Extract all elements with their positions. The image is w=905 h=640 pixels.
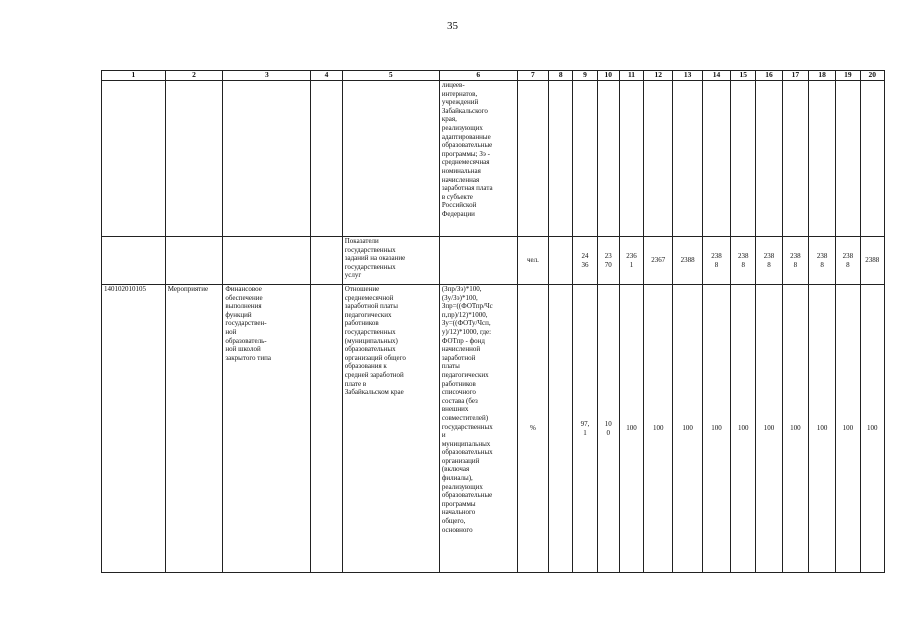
table-row-indicator: [102, 237, 885, 285]
header-cell: 14: [702, 71, 730, 81]
value-cell: 100: [619, 285, 643, 573]
value-cell: 100: [782, 285, 808, 573]
header-cell: 10: [597, 71, 619, 81]
header-cell: 16: [756, 71, 782, 81]
header-cell: 18: [808, 71, 835, 81]
type-cell: Мероприятие: [165, 285, 223, 573]
value-cell: 100: [673, 285, 702, 573]
header-cell: 13: [673, 71, 702, 81]
value-cell: 100: [808, 285, 835, 573]
header-cell: 4: [311, 71, 342, 81]
header-cell: 6: [439, 71, 517, 81]
value-cell: 2388: [860, 237, 884, 285]
page-number: 35: [447, 20, 458, 32]
formula-cell: лицеев- интернатов, учреждений Забайкальского края, реализующих адаптированные образовательные программы; Зэ - среднемесячная номинальная начисленная заработная плата в субъекте Российской Федерации: [439, 81, 517, 237]
formula-cell: (Зпр/Зэ)*100, (Зу/Зэ)*100, Зпр=((ФОТпр/Чс п,пр)/12)*1000, Зу=((ФОТу/Чсп, у)/12)*1000, где: ФОТпр - фонд начисленной заработной платы педагогических работников списочного состава (без внешних совместителей) государственных и муниципальных образовательных организаций (включая филиалы), реализующих образовательные программы начального общего, основного: [439, 285, 517, 573]
value-cell: 236 1: [619, 237, 643, 285]
header-cell: 2: [165, 71, 223, 81]
value-cell: 23 70: [597, 237, 619, 285]
value-cell: 238 8: [782, 237, 808, 285]
table-row-event: [102, 285, 885, 573]
header-cell: 8: [549, 71, 573, 81]
value-cell: 100: [836, 285, 860, 573]
value-cell: 238 8: [731, 237, 756, 285]
header-cell: 5: [342, 71, 439, 81]
value-cell: 97, 1: [573, 285, 597, 573]
value-cell: 10 0: [597, 285, 619, 573]
value-cell: 100: [702, 285, 730, 573]
indicator-cell: Показатели государственных заданий на оказание государственных услуг: [342, 237, 439, 285]
header-cell: 11: [619, 71, 643, 81]
unit-cell: %: [517, 285, 548, 573]
header-cell: 20: [860, 71, 884, 81]
table-row-continuation: [102, 81, 885, 237]
header-cell: 3: [223, 71, 311, 81]
value-cell: 238 8: [836, 237, 860, 285]
value-cell: 238 8: [702, 237, 730, 285]
header-cell: 17: [782, 71, 808, 81]
header-cell: 12: [644, 71, 673, 81]
code-cell: 140102010105: [102, 285, 166, 573]
value-cell: 238 8: [756, 237, 782, 285]
value-cell: 2367: [644, 237, 673, 285]
value-cell: 100: [860, 285, 884, 573]
indicator-cell: Отношение среднемесячной заработной платы педагогических работников государственных (муниципальных) образовательных организаций общего образования к средней заработной плате в Забайкальском крае: [342, 285, 439, 573]
header-cell: 9: [573, 71, 597, 81]
value-cell: 24 36: [573, 237, 597, 285]
header-cell: 1: [102, 71, 166, 81]
name-cell: Финансовое обеспечение выполнения функций государствен- ной образователь- ной школой закрытого типа: [223, 285, 311, 573]
header-row: [102, 71, 885, 81]
unit-cell: чел.: [517, 237, 548, 285]
program-table: [101, 70, 885, 573]
value-cell: 100: [756, 285, 782, 573]
value-cell: 2388: [673, 237, 702, 285]
value-cell: 100: [731, 285, 756, 573]
header-cell: 15: [731, 71, 756, 81]
value-cell: 100: [644, 285, 673, 573]
value-cell: 238 8: [808, 237, 835, 285]
header-cell: 19: [836, 71, 860, 81]
header-cell: 7: [517, 71, 548, 81]
